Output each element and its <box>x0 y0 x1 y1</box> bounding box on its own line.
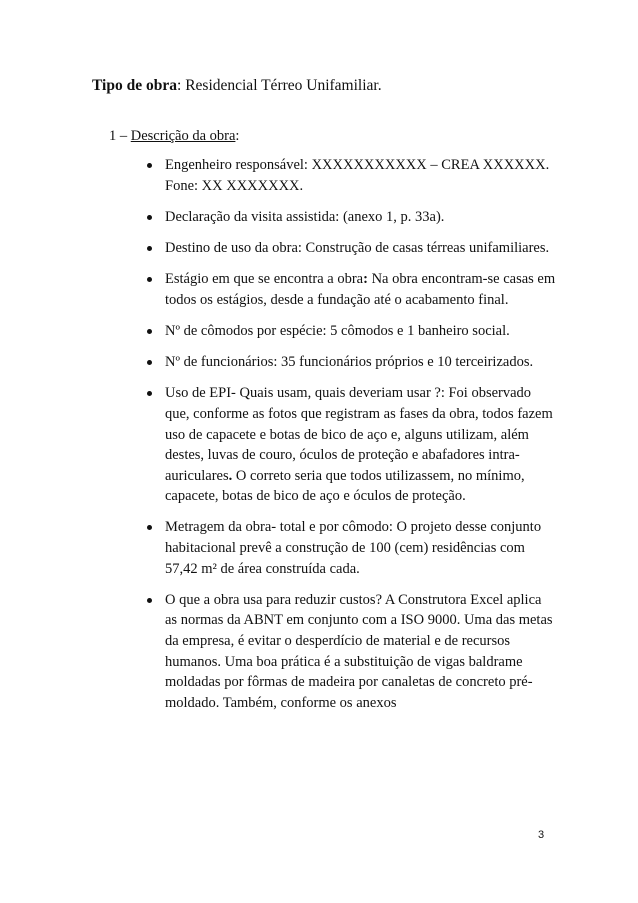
bullet-icon <box>147 329 152 334</box>
list-item-bold: : <box>363 271 368 288</box>
title-value: Residencial Térreo Unifamiliar. <box>181 77 382 94</box>
section-colon: : <box>235 128 240 144</box>
list-item-text: Nº de funcionários: 35 funcionários próprios e 10 terceirizados. <box>165 354 534 371</box>
list-item-purpose <box>147 238 557 259</box>
list-item-text-after: O correto seria que todos utilizassem, no mínimo, capacete, botas de bico de aço e óculos de proteção. <box>165 467 525 505</box>
bullet-icon <box>147 246 152 251</box>
list-item-visit <box>147 207 557 228</box>
list-item-employees <box>147 352 557 373</box>
list-item-text-before: Uso de EPI- Quais usam, quais deveriam usar ?: Foi observado que, conforme as fotos que registram as fases da obra, todos fazem uso de capacete e botas de bico de aço e, alguns utilizam, além destes, luvas de couro, óculos de proteção e abafadores intra-auriculares <box>165 385 553 484</box>
bullet-icon <box>147 215 152 220</box>
list-item-epi <box>147 383 557 507</box>
bullet-icon <box>147 525 152 530</box>
section-number: 1 – <box>109 128 131 144</box>
list-item-text-before: Estágio em que se encontra a obra <box>165 271 364 288</box>
list-item-text: Declaração da visita assistida: (anexo 1, p. 33a). <box>165 208 445 225</box>
list-item-bold: . <box>228 467 233 484</box>
list-item-text: Engenheiro responsável: XXXXXXXXXXX – CREA XXXXXX. Fone: XX XXXXXXX. <box>165 157 550 194</box>
page-number: 3 <box>538 829 545 841</box>
title-label: Tipo de obra <box>92 77 177 94</box>
list-item-text: Destino de uso da obra: Construção de casas térreas unifamiliares. <box>165 239 550 256</box>
bullet-icon <box>147 598 152 603</box>
list-item-text: Nº de cômodos por espécie: 5 cômodos e 1 banheiro social. <box>165 322 510 339</box>
list-item-costs <box>147 590 557 714</box>
list-item-engineer <box>147 155 557 196</box>
description-list <box>147 155 557 724</box>
list-item-stage <box>147 269 557 310</box>
bullet-icon <box>147 360 152 365</box>
list-item-text: Metragem da obra- total e por cômodo: O projeto desse conjunto habitacional prevê a construção de 100 (cem) residências com 57,42 m² de área construída cada. <box>165 519 542 577</box>
list-item-text-after: Na obra encontram-se casas em todos os estágios, desde a fundação até o acabamento final. <box>165 271 556 308</box>
document-title <box>92 76 382 96</box>
bullet-icon <box>147 277 152 282</box>
section-heading-text: Descrição da obra <box>130 128 236 144</box>
list-item-rooms <box>147 321 557 342</box>
title-separator: : <box>177 77 182 94</box>
section-heading <box>109 126 239 146</box>
list-item-text: O que a obra usa para reduzir custos? A Construtora Excel aplica as normas da ABNT em conjunto com a ISO 9000. Uma das metas da empresa, é evitar o desperdício de material e de recursos humanos. Uma boa prática é a substituição de vigas baldrame moldadas por fôrmas de madeira por canaletas de concreto pré-moldado. Também, conforme os anexos <box>165 591 553 711</box>
bullet-icon <box>147 391 152 396</box>
list-item-area <box>147 517 557 579</box>
bullet-icon <box>147 163 152 168</box>
